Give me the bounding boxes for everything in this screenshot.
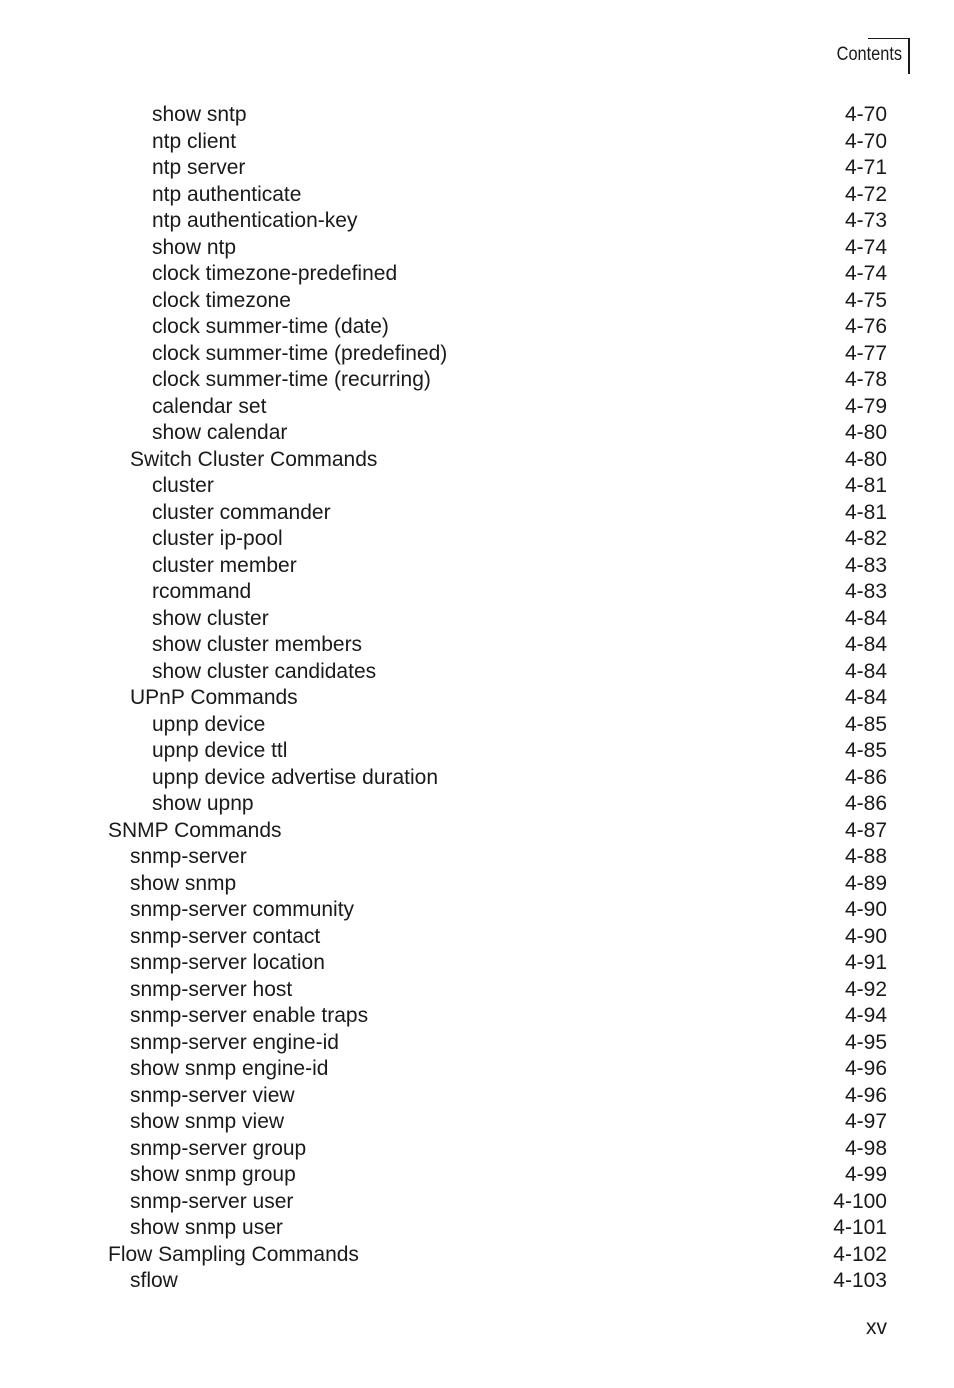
toc-entry-title: show cluster <box>152 606 269 630</box>
toc-entry[interactable] <box>0 1215 954 1242</box>
toc-entry-title: snmp-server community <box>130 898 355 921</box>
toc-entry[interactable] <box>0 1030 954 1057</box>
toc-entry-page: 4-83 <box>844 553 887 577</box>
toc-entry-page: 4-89 <box>844 871 887 895</box>
toc-entry[interactable] <box>0 553 954 580</box>
toc-entry-page: 4-88 <box>844 845 887 868</box>
toc-entry-page: 4-97 <box>844 1110 887 1133</box>
toc-entry[interactable] <box>0 632 954 659</box>
toc-entry-title: upnp device <box>152 712 266 736</box>
toc-entry-title: show cluster members <box>152 633 363 656</box>
toc-entry-title: show calendar <box>152 421 288 444</box>
toc-entry-page: 4-78 <box>844 368 887 391</box>
toc-entry-title: rcommand <box>152 580 252 603</box>
toc-entry[interactable] <box>0 1056 954 1083</box>
toc-entry-page: 4-80 <box>844 447 887 471</box>
toc-entry-title: snmp-server host <box>130 977 293 1001</box>
toc-entry[interactable] <box>0 977 954 1004</box>
toc-entry-title: snmp-server enable traps <box>130 1004 369 1027</box>
toc-entry-title: cluster member <box>152 553 297 577</box>
toc-entry-title: clock summer-time (date) <box>152 315 389 338</box>
toc-entry[interactable] <box>0 924 954 951</box>
toc-entry-page: 4-85 <box>844 739 887 762</box>
toc-entry[interactable] <box>0 871 954 898</box>
toc-entry-page: 4-87 <box>844 818 887 842</box>
toc-entry[interactable] <box>0 155 954 182</box>
toc-entry[interactable] <box>0 791 954 818</box>
toc-entry-title: show snmp user <box>130 1216 283 1239</box>
toc-entry[interactable] <box>0 844 954 871</box>
toc-entry-page: 4-86 <box>844 765 887 789</box>
toc-entry-title: show snmp group <box>130 1163 296 1186</box>
toc-entry-title: snmp-server location <box>130 951 325 974</box>
toc-entry-page: 4-79 <box>844 394 887 418</box>
page-number: xv <box>866 1316 887 1339</box>
toc-entry-page: 4-72 <box>844 182 887 206</box>
toc-entry[interactable] <box>0 102 954 129</box>
toc-entry[interactable] <box>0 314 954 341</box>
toc-entry-page: 4-80 <box>844 421 887 444</box>
toc-entry-page: 4-103 <box>833 1269 887 1292</box>
toc-entry-page: 4-76 <box>844 315 887 338</box>
toc-entry-title: cluster ip-pool <box>152 527 283 550</box>
toc-entry-title: ntp client <box>152 129 237 153</box>
toc-entry-page: 4-81 <box>844 500 887 524</box>
header-rule-vertical <box>908 38 910 74</box>
toc-entry-title: snmp-server contact <box>130 924 321 948</box>
toc-entry-title: show snmp <box>130 871 237 895</box>
toc-entry-title: upnp device ttl <box>152 739 288 762</box>
toc-entry[interactable] <box>0 897 954 924</box>
toc-entry-page: 4-91 <box>844 951 887 974</box>
toc-entry-page: 4-96 <box>844 1057 887 1080</box>
toc-entry[interactable] <box>0 288 954 315</box>
toc-entry-title: snmp-server view <box>130 1083 295 1107</box>
toc-entry[interactable] <box>0 818 954 845</box>
toc-entry-title: Switch Cluster Commands <box>130 447 378 471</box>
toc-entry-page: 4-95 <box>844 1030 887 1054</box>
toc-entry-title: cluster <box>152 474 214 497</box>
toc-entry-title: sflow <box>130 1269 178 1292</box>
toc-entry-page: 4-75 <box>844 288 887 312</box>
toc-entry-page: 4-85 <box>844 712 887 736</box>
toc-entry-page: 4-74 <box>844 262 887 285</box>
toc-entry[interactable] <box>0 738 954 765</box>
toc-entry-page: 4-70 <box>844 103 887 126</box>
toc-entry-page: 4-77 <box>844 341 887 365</box>
toc-entry[interactable] <box>0 1162 954 1189</box>
toc-entry-page: 4-84 <box>844 633 887 656</box>
toc-entry[interactable] <box>0 208 954 235</box>
toc-entry[interactable] <box>0 526 954 553</box>
toc-entry-page: 4-83 <box>844 580 887 603</box>
toc-entry[interactable] <box>0 500 954 527</box>
toc-entry-page: 4-100 <box>833 1189 887 1213</box>
toc-entry[interactable] <box>0 394 954 421</box>
toc-entry-page: 4-102 <box>833 1242 887 1266</box>
toc-entry-title: show upnp <box>152 792 254 815</box>
toc-entry-title: show ntp <box>152 235 237 259</box>
toc-entry-title: show snmp engine-id <box>130 1057 329 1080</box>
toc-entry[interactable] <box>0 1136 954 1163</box>
table-of-contents <box>0 102 954 1295</box>
toc-entry-title: SNMP Commands <box>108 818 282 842</box>
toc-entry-page: 4-96 <box>844 1083 887 1107</box>
toc-entry-title: snmp-server user <box>130 1189 294 1213</box>
toc-entry[interactable] <box>0 129 954 156</box>
toc-entry[interactable] <box>0 579 954 606</box>
toc-entry-title: ntp server <box>152 156 246 179</box>
toc-entry-title: Flow Sampling Commands <box>108 1242 359 1266</box>
section-header-label: Contents <box>836 44 902 65</box>
toc-entry[interactable] <box>0 1268 954 1295</box>
toc-entry-title: snmp-server group <box>130 1136 307 1160</box>
toc-entry-page: 4-98 <box>844 1136 887 1160</box>
toc-entry-title: upnp device advertise duration <box>152 765 439 789</box>
toc-entry[interactable] <box>0 606 954 633</box>
toc-entry-title: ntp authentication-key <box>152 209 358 232</box>
toc-entry-title: clock timezone-predefined <box>152 262 398 285</box>
toc-entry-title: show snmp view <box>130 1110 285 1133</box>
toc-entry-page: 4-86 <box>844 792 887 815</box>
toc-entry[interactable] <box>0 1003 954 1030</box>
toc-entry-title: show sntp <box>152 103 247 126</box>
toc-entry[interactable] <box>0 1083 954 1110</box>
toc-entry-page: 4-70 <box>844 129 887 153</box>
toc-entry[interactable] <box>0 1189 954 1216</box>
header-rule-horizontal <box>868 38 910 39</box>
toc-entry-title: clock timezone <box>152 288 291 312</box>
toc-entry[interactable] <box>0 659 954 686</box>
toc-entry[interactable] <box>0 950 954 977</box>
toc-entry-page: 4-90 <box>844 898 887 921</box>
toc-entry[interactable] <box>0 765 954 792</box>
toc-entry-page: 4-82 <box>844 527 887 550</box>
toc-entry-title: clock summer-time (predefined) <box>152 341 448 365</box>
toc-entry-page: 4-81 <box>844 474 887 497</box>
toc-entry[interactable] <box>0 261 954 288</box>
toc-entry-title: snmp-server engine-id <box>130 1030 339 1054</box>
toc-entry-title: calendar set <box>152 394 267 418</box>
toc-entry-page: 4-84 <box>844 659 887 683</box>
toc-entry[interactable] <box>0 1242 954 1269</box>
toc-entry-title: cluster commander <box>152 500 331 524</box>
toc-entry-title: show cluster candidates <box>152 659 377 683</box>
toc-entry-page: 4-74 <box>844 235 887 259</box>
toc-entry-page: 4-73 <box>844 209 887 232</box>
toc-entry-page: 4-99 <box>844 1163 887 1186</box>
toc-entry[interactable] <box>0 367 954 394</box>
toc-entry-page: 4-92 <box>844 977 887 1001</box>
toc-entry-page: 4-84 <box>844 606 887 630</box>
toc-entry[interactable] <box>0 712 954 739</box>
toc-entry-page: 4-101 <box>833 1216 887 1239</box>
toc-entry[interactable] <box>0 341 954 368</box>
toc-entry[interactable] <box>0 447 954 474</box>
toc-entry[interactable] <box>0 420 954 447</box>
toc-entry-title: UPnP Commands <box>130 686 298 709</box>
toc-entry-page: 4-84 <box>844 686 887 709</box>
toc-entry-title: snmp-server <box>130 845 247 868</box>
toc-entry-title: clock summer-time (recurring) <box>152 368 431 391</box>
toc-entry-page: 4-71 <box>844 156 887 179</box>
toc-entry[interactable] <box>0 473 954 500</box>
toc-entry[interactable] <box>0 235 954 262</box>
toc-entry-title: ntp authenticate <box>152 182 302 206</box>
toc-entry[interactable] <box>0 1109 954 1136</box>
toc-entry[interactable] <box>0 685 954 712</box>
toc-entry-page: 4-90 <box>844 924 887 948</box>
toc-entry-page: 4-94 <box>844 1004 887 1027</box>
toc-entry[interactable] <box>0 182 954 209</box>
